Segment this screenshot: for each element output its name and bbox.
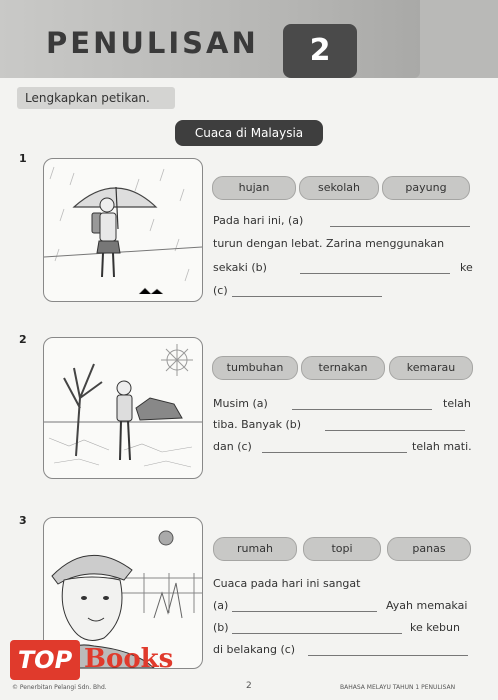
footer-publisher: © Penerbitan Pelangi Sdn. Bhd.: [12, 684, 107, 691]
q2-line-1-end: telah: [443, 397, 471, 410]
q2-line-2: tiba. Banyak (b): [213, 418, 302, 431]
q3-line-3: (b): [213, 621, 229, 634]
q3-line-2-end: Ayah memakai: [386, 599, 468, 612]
q2-blank-c[interactable]: [262, 452, 407, 453]
word-bank-tumbuhan: tumbuhan: [212, 356, 298, 380]
q2-line-3: dan (c): [213, 440, 252, 453]
logo-top-text: TOP: [10, 640, 80, 680]
q1-blank-a[interactable]: [330, 226, 470, 227]
q3-line-4: di belakang (c): [213, 643, 296, 656]
word-bank-rumah: rumah: [213, 537, 297, 561]
page-number: 2: [246, 681, 252, 691]
q3-line-1: Cuaca pada hari ini sangat: [213, 577, 361, 590]
section-title: Cuaca di Malaysia: [175, 120, 323, 146]
logo-books-text: Books: [84, 644, 174, 674]
q2-line-3-end: telah mati.: [412, 440, 472, 453]
word-bank-payung: payung: [382, 176, 470, 200]
q3-blank-a[interactable]: [232, 611, 377, 612]
q1-line-4: (c): [213, 284, 228, 297]
word-bank-ternakan: ternakan: [301, 356, 385, 380]
q2-line-1: Musim (a): [213, 397, 268, 410]
word-bank-sekolah: sekolah: [299, 176, 379, 200]
q1-line-2: turun dengan lebat. Zarina menggunakan: [213, 237, 445, 250]
q1-blank-b[interactable]: [300, 273, 450, 274]
drought-illustration: [43, 337, 203, 479]
q3-line-3-end: ke kebun: [410, 621, 460, 634]
q1-line-3: sekaki (b): [213, 261, 267, 274]
q2-blank-b[interactable]: [325, 430, 465, 431]
q1-line-3-end: ke: [460, 261, 473, 274]
instruction-label: Lengkapkan petikan.: [17, 87, 175, 109]
question-number-3: 3: [19, 514, 27, 527]
unit-number-badge: 2: [283, 24, 357, 78]
q2-blank-a[interactable]: [292, 409, 432, 410]
topbooks-logo: [2, 640, 184, 684]
word-bank-topi: topi: [303, 537, 381, 561]
q1-blank-c[interactable]: [232, 296, 382, 297]
word-bank-kemarau: kemarau: [389, 356, 473, 380]
word-bank-hujan: hujan: [212, 176, 296, 200]
word-bank-panas: panas: [387, 537, 471, 561]
q3-line-2: (a): [213, 599, 229, 612]
footer-book-title: BAHASA MELAYU TAHUN 1 PENULISAN: [340, 684, 456, 691]
q1-line-1: Pada hari ini, (a): [213, 214, 304, 227]
question-number-1: 1: [19, 152, 27, 165]
q3-blank-c[interactable]: [308, 655, 468, 656]
question-number-2: 2: [19, 333, 27, 346]
rain-illustration: [43, 158, 203, 302]
page-title: PENULISAN: [46, 26, 259, 60]
page-header: [0, 0, 498, 78]
q3-blank-b[interactable]: [232, 633, 402, 634]
